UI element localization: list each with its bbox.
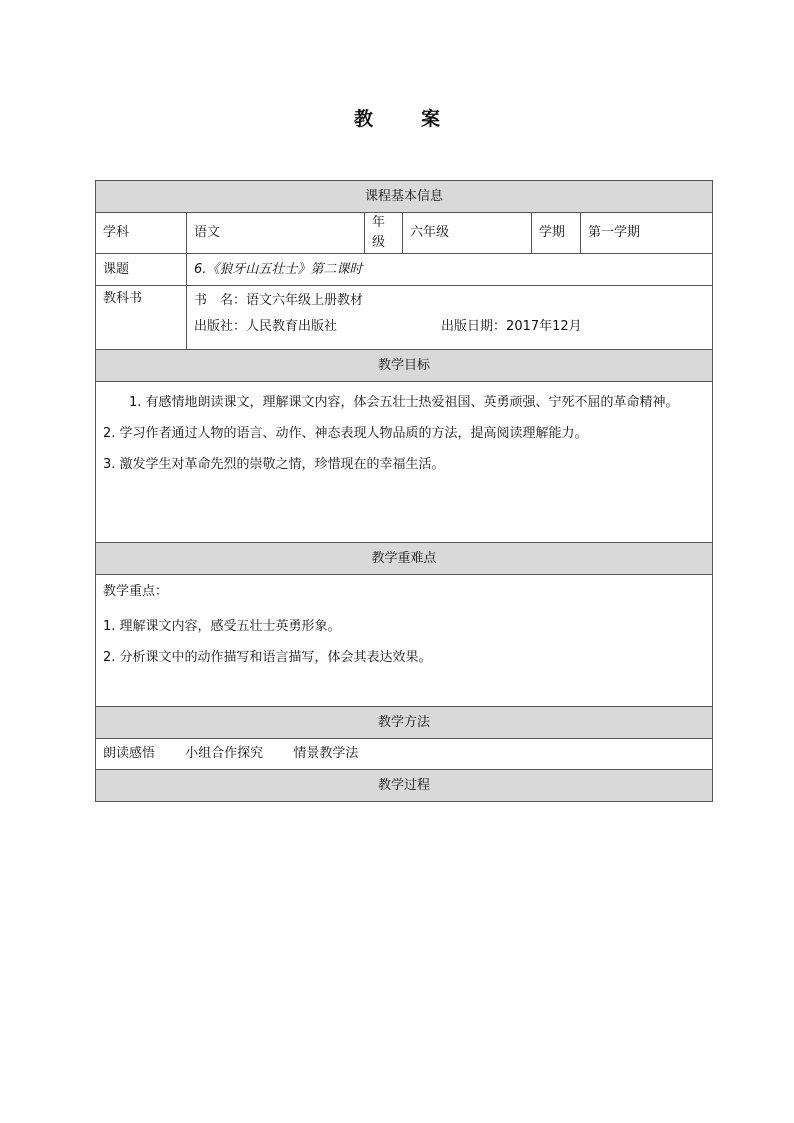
subject-value: 语文 <box>187 213 365 254</box>
methods-row <box>96 739 713 770</box>
method-item: 朗读感悟 <box>103 746 156 761</box>
section-process-header: 教学过程 <box>96 770 713 802</box>
topic-value: 6.《狼牙山五壮士》第二课时 <box>187 254 713 286</box>
section-basic-info-header: 课程基本信息 <box>96 181 713 213</box>
section-basic-info-row <box>96 181 713 213</box>
document-title <box>0 104 794 131</box>
section-key-points-header: 教学重难点 <box>96 543 713 575</box>
section-key-points-row <box>96 543 713 575</box>
textbook-label: 教科书 <box>96 286 187 350</box>
book-name-value: 语文六年级上册教材 <box>246 293 364 308</box>
key-points-row <box>96 575 713 707</box>
grade-label: 年级 <box>365 213 403 254</box>
title-char-left: 教 <box>353 108 373 130</box>
term-value: 第一学期 <box>581 213 713 254</box>
goal-item: 3. 激发学生对革命先烈的崇敬之情，珍惜现在的幸福生活。 <box>103 457 445 472</box>
section-methods-row <box>96 707 713 739</box>
section-process-row <box>96 770 713 802</box>
textbook-details <box>187 286 713 350</box>
pub-date-label: 出版日期： <box>441 319 507 334</box>
textbook-row <box>96 286 713 350</box>
title-char-right: 案 <box>421 108 441 130</box>
method-item: 小组合作探究 <box>185 746 264 761</box>
goals-row <box>96 382 713 543</box>
section-goals-header: 教学目标 <box>96 350 713 382</box>
lesson-plan-table <box>95 180 713 802</box>
pub-date-value: 2017年12月 <box>506 319 582 334</box>
publisher-line <box>194 314 705 340</box>
subject-label: 学科 <box>96 213 187 254</box>
goals-content <box>96 382 713 543</box>
key-points-content <box>96 575 713 707</box>
method-item: 情景教学法 <box>293 746 359 761</box>
methods-content <box>96 739 713 770</box>
section-goals-row <box>96 350 713 382</box>
goal-item: 2. 学习作者通过人物的语言、动作、神态表现人物品质的方法，提高阅读理解能力。 <box>103 426 588 441</box>
book-name-label: 书 名： <box>194 293 247 308</box>
term-label: 学期 <box>532 213 581 254</box>
publisher-label: 出版社： <box>194 319 247 334</box>
book-name-line <box>194 288 705 314</box>
publisher-value: 人民教育出版社 <box>246 319 338 334</box>
goal-item: 1. 有感情地朗读课文，理解课文内容，体会五壮士热爱祖国、英勇顽强、宁死不屈的革命精神。 <box>129 395 679 410</box>
subject-row <box>96 213 713 254</box>
topic-label: 课题 <box>96 254 187 286</box>
key-points-heading: 教学重点： <box>103 584 169 599</box>
topic-row <box>96 254 713 286</box>
grade-value: 六年级 <box>403 213 532 254</box>
key-point-item: 2. 分析课文中的动作描写和语言描写，体会其表达效果。 <box>103 650 432 665</box>
key-point-item: 1. 理解课文内容，感受五壮士英勇形象。 <box>103 619 341 634</box>
section-methods-header: 教学方法 <box>96 707 713 739</box>
